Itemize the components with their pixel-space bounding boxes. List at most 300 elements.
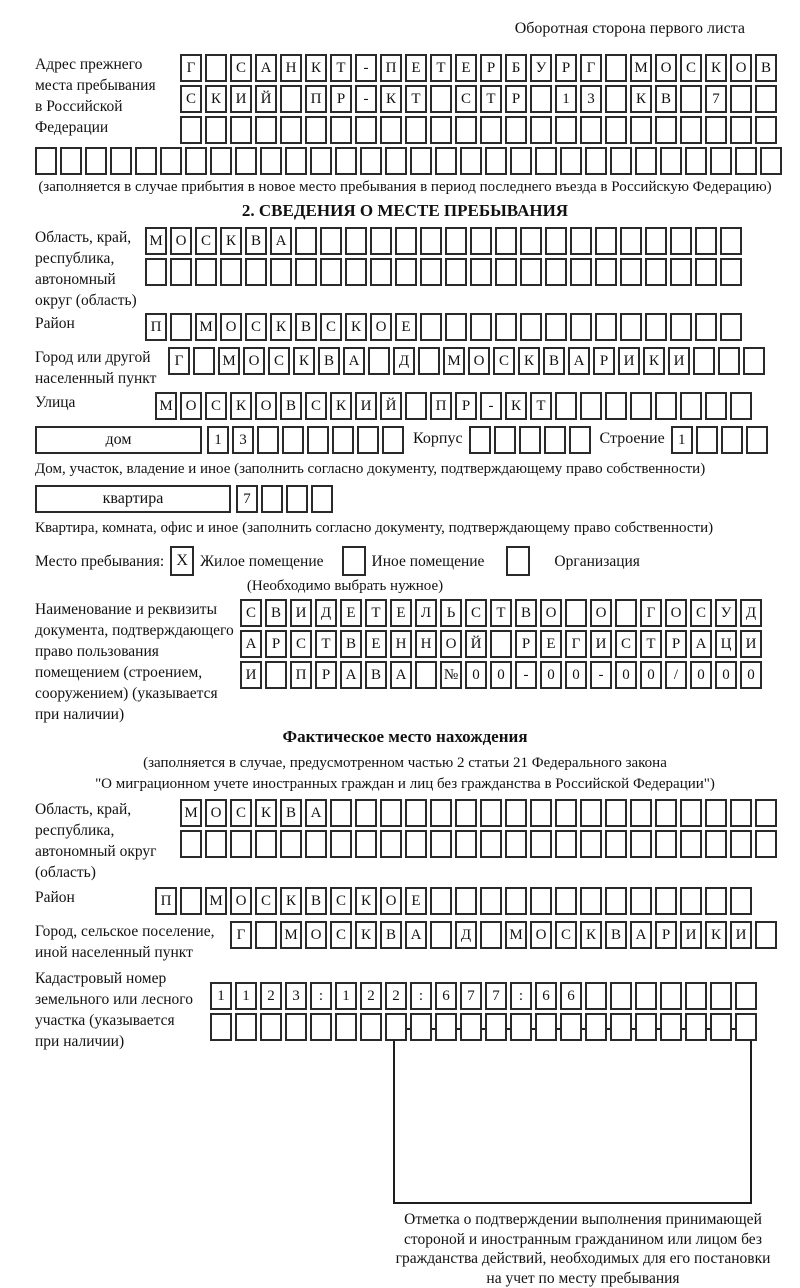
char-box[interactable] [145,258,167,286]
char-box[interactable] [320,227,342,255]
char-box[interactable] [555,799,577,827]
char-box[interactable] [721,426,743,454]
char-box[interactable] [205,54,227,82]
char-box[interactable] [620,313,642,341]
char-box[interactable] [560,1013,582,1041]
char-box[interactable]: Р [455,392,477,420]
char-box[interactable] [60,147,82,175]
char-box[interactable]: М [505,921,527,949]
char-box[interactable] [645,258,667,286]
char-box[interactable]: Е [455,54,477,82]
char-box[interactable] [470,313,492,341]
char-box[interactable] [445,313,467,341]
char-box[interactable] [660,1013,682,1041]
char-box[interactable]: Р [515,630,537,658]
char-box[interactable]: Й [380,392,402,420]
char-box[interactable] [505,799,527,827]
char-box[interactable]: У [715,599,737,627]
char-box[interactable] [655,392,677,420]
char-box[interactable] [415,661,437,689]
char-box[interactable] [695,258,717,286]
char-box[interactable]: С [205,392,227,420]
stay-type-checkbox-residential[interactable]: X [170,546,194,576]
char-box[interactable]: И [730,921,752,949]
char-box[interactable] [565,599,587,627]
char-box[interactable] [630,116,652,144]
char-box[interactable]: И [290,599,312,627]
char-box[interactable] [570,227,592,255]
char-box[interactable] [285,1013,307,1041]
char-box[interactable]: К [705,54,727,82]
char-box[interactable] [285,147,307,175]
char-box[interactable] [520,258,542,286]
char-box[interactable] [730,799,752,827]
char-box[interactable] [385,1013,407,1041]
char-box[interactable]: И [230,85,252,113]
char-box[interactable] [430,116,452,144]
char-box[interactable] [755,85,777,113]
char-box[interactable]: Д [740,599,762,627]
char-box[interactable] [555,116,577,144]
char-box[interactable] [519,426,541,454]
char-box[interactable]: В [280,799,302,827]
char-box[interactable] [185,147,207,175]
char-box[interactable]: А [255,54,277,82]
char-box[interactable] [435,147,457,175]
char-box[interactable] [680,392,702,420]
char-box[interactable] [570,313,592,341]
char-box[interactable]: Е [405,887,427,915]
char-box[interactable] [755,921,777,949]
char-box[interactable]: - [355,54,377,82]
char-box[interactable] [710,1013,732,1041]
char-box[interactable]: В [755,54,777,82]
char-box[interactable]: 0 [640,661,662,689]
char-box[interactable]: А [270,227,292,255]
char-box[interactable]: С [555,921,577,949]
char-box[interactable] [635,1013,657,1041]
char-box[interactable]: В [365,661,387,689]
char-box[interactable] [605,887,627,915]
char-box[interactable] [420,258,442,286]
char-box[interactable] [595,313,617,341]
char-box[interactable] [180,830,202,858]
char-box[interactable] [670,227,692,255]
char-box[interactable] [545,313,567,341]
char-box[interactable] [305,830,327,858]
char-box[interactable]: О [380,887,402,915]
char-box[interactable]: О [655,54,677,82]
char-box[interactable] [410,147,432,175]
char-box[interactable]: У [530,54,552,82]
char-box[interactable] [685,147,707,175]
char-box[interactable] [660,147,682,175]
char-box[interactable] [705,830,727,858]
char-box[interactable]: И [590,630,612,658]
char-box[interactable]: Г [230,921,252,949]
char-box[interactable] [418,347,440,375]
char-box[interactable] [355,799,377,827]
char-box[interactable]: О [665,599,687,627]
char-box[interactable] [360,147,382,175]
stay-type-checkbox-organization[interactable] [506,546,530,576]
char-box[interactable] [435,1013,457,1041]
char-box[interactable] [305,116,327,144]
char-box[interactable]: С [680,54,702,82]
char-box[interactable]: М [195,313,217,341]
char-box[interactable]: С [245,313,267,341]
char-box[interactable]: К [255,799,277,827]
char-box[interactable] [520,227,542,255]
char-box[interactable] [480,799,502,827]
char-box[interactable] [746,426,768,454]
char-box[interactable]: П [430,392,452,420]
char-box[interactable]: 0 [740,661,762,689]
char-box[interactable] [385,147,407,175]
char-box[interactable] [495,227,517,255]
char-box[interactable]: М [280,921,302,949]
char-box[interactable] [395,258,417,286]
char-box[interactable]: А [630,921,652,949]
char-box[interactable]: Г [580,54,602,82]
char-box[interactable]: : [410,982,432,1010]
char-box[interactable] [730,85,752,113]
char-box[interactable]: О [230,887,252,915]
char-box[interactable]: - [480,392,502,420]
char-box[interactable] [695,227,717,255]
apartment-type-box[interactable]: квартира [35,485,231,513]
char-box[interactable]: 6 [560,982,582,1010]
char-box[interactable]: 1 [207,426,229,454]
char-box[interactable]: Т [365,599,387,627]
char-box[interactable] [355,116,377,144]
char-box[interactable]: О [205,799,227,827]
char-box[interactable]: С [305,392,327,420]
char-box[interactable]: А [343,347,365,375]
char-box[interactable]: Д [455,921,477,949]
char-box[interactable]: О [243,347,265,375]
char-box[interactable] [520,313,542,341]
char-box[interactable] [620,258,642,286]
char-box[interactable]: В [340,630,362,658]
char-box[interactable]: О [530,921,552,949]
char-box[interactable]: В [318,347,340,375]
char-box[interactable]: 3 [285,982,307,1010]
char-box[interactable] [430,85,452,113]
char-box[interactable] [380,116,402,144]
char-box[interactable]: Р [593,347,615,375]
char-box[interactable] [630,830,652,858]
char-box[interactable]: С [290,630,312,658]
char-box[interactable] [295,227,317,255]
char-box[interactable] [595,258,617,286]
char-box[interactable]: К [380,85,402,113]
char-box[interactable]: Т [490,599,512,627]
char-box[interactable] [345,258,367,286]
char-box[interactable]: К [220,227,242,255]
char-box[interactable] [230,830,252,858]
char-box[interactable] [405,392,427,420]
char-box[interactable]: О [255,392,277,420]
char-box[interactable]: С [493,347,515,375]
char-box[interactable] [420,313,442,341]
char-box[interactable] [470,258,492,286]
char-box[interactable]: С [180,85,202,113]
char-box[interactable] [735,147,757,175]
char-box[interactable]: М [218,347,240,375]
char-box[interactable] [685,1013,707,1041]
char-box[interactable]: 0 [715,661,737,689]
char-box[interactable]: М [205,887,227,915]
char-box[interactable]: Р [330,85,352,113]
char-box[interactable]: Т [530,392,552,420]
char-box[interactable] [510,1013,532,1041]
char-box[interactable] [585,982,607,1010]
char-box[interactable]: В [295,313,317,341]
char-box[interactable] [335,1013,357,1041]
char-box[interactable] [490,630,512,658]
char-box[interactable] [505,887,527,915]
char-box[interactable]: П [290,661,312,689]
char-box[interactable] [445,258,467,286]
char-box[interactable] [580,799,602,827]
char-box[interactable] [760,147,782,175]
char-box[interactable] [455,116,477,144]
char-box[interactable]: 0 [490,661,512,689]
char-box[interactable] [630,887,652,915]
char-box[interactable]: В [245,227,267,255]
char-box[interactable] [670,258,692,286]
char-box[interactable] [605,85,627,113]
char-box[interactable]: Р [480,54,502,82]
char-box[interactable] [480,921,502,949]
char-box[interactable] [530,830,552,858]
char-box[interactable]: М [155,392,177,420]
char-box[interactable]: 2 [260,982,282,1010]
char-box[interactable] [755,116,777,144]
char-box[interactable] [655,887,677,915]
char-box[interactable] [680,799,702,827]
char-box[interactable] [380,830,402,858]
char-box[interactable]: С [240,599,262,627]
char-box[interactable]: К [355,921,377,949]
char-box[interactable]: О [590,599,612,627]
char-box[interactable] [311,485,333,513]
char-box[interactable] [455,830,477,858]
char-box[interactable]: Е [540,630,562,658]
char-box[interactable]: С [268,347,290,375]
char-box[interactable] [110,147,132,175]
char-box[interactable] [555,392,577,420]
char-box[interactable] [310,1013,332,1041]
char-box[interactable] [494,426,516,454]
char-box[interactable] [710,982,732,1010]
char-box[interactable] [480,887,502,915]
char-box[interactable] [220,258,242,286]
char-box[interactable] [170,313,192,341]
char-box[interactable] [235,147,257,175]
char-box[interactable] [270,258,292,286]
char-box[interactable] [205,830,227,858]
char-box[interactable] [735,982,757,1010]
char-box[interactable]: М [180,799,202,827]
char-box[interactable]: А [340,661,362,689]
char-box[interactable]: 1 [210,982,232,1010]
char-box[interactable]: П [305,85,327,113]
char-box[interactable]: Р [315,661,337,689]
char-box[interactable]: - [515,661,537,689]
char-box[interactable] [555,830,577,858]
char-box[interactable]: И [680,921,702,949]
char-box[interactable] [495,313,517,341]
char-box[interactable] [480,116,502,144]
char-box[interactable] [85,147,107,175]
char-box[interactable]: Т [430,54,452,82]
char-box[interactable]: М [443,347,465,375]
char-box[interactable] [570,258,592,286]
char-box[interactable] [135,147,157,175]
char-box[interactable] [255,116,277,144]
char-box[interactable] [530,887,552,915]
char-box[interactable]: Г [180,54,202,82]
char-box[interactable] [735,1013,757,1041]
char-box[interactable]: Н [415,630,437,658]
char-box[interactable] [510,147,532,175]
char-box[interactable] [545,258,567,286]
char-box[interactable] [330,830,352,858]
char-box[interactable] [257,426,279,454]
char-box[interactable]: 7 [460,982,482,1010]
char-box[interactable]: И [668,347,690,375]
char-box[interactable] [730,887,752,915]
char-box[interactable]: Т [640,630,662,658]
char-box[interactable] [705,392,727,420]
char-box[interactable]: О [540,599,562,627]
char-box[interactable] [595,227,617,255]
char-box[interactable]: Г [565,630,587,658]
char-box[interactable]: О [170,227,192,255]
char-box[interactable] [480,830,502,858]
char-box[interactable] [705,799,727,827]
char-box[interactable]: П [380,54,402,82]
char-box[interactable] [307,426,329,454]
char-box[interactable]: А [240,630,262,658]
char-box[interactable] [210,147,232,175]
char-box[interactable] [605,799,627,827]
char-box[interactable] [505,830,527,858]
char-box[interactable]: С [330,887,352,915]
char-box[interactable] [660,982,682,1010]
char-box[interactable] [430,921,452,949]
char-box[interactable] [610,982,632,1010]
char-box[interactable] [245,258,267,286]
char-box[interactable] [544,426,566,454]
char-box[interactable]: В [280,392,302,420]
char-box[interactable] [282,426,304,454]
char-box[interactable] [357,426,379,454]
char-box[interactable]: И [740,630,762,658]
char-box[interactable]: А [390,661,412,689]
char-box[interactable]: К [205,85,227,113]
char-box[interactable] [430,799,452,827]
char-box[interactable]: К [705,921,727,949]
char-box[interactable] [585,1013,607,1041]
char-box[interactable] [320,258,342,286]
char-box[interactable] [710,147,732,175]
char-box[interactable]: А [690,630,712,658]
char-box[interactable] [170,258,192,286]
char-box[interactable]: 0 [690,661,712,689]
char-box[interactable]: 7 [236,485,258,513]
char-box[interactable]: С [195,227,217,255]
char-box[interactable]: Ц [715,630,737,658]
char-box[interactable] [230,116,252,144]
char-box[interactable]: С [690,599,712,627]
char-box[interactable] [670,313,692,341]
char-box[interactable]: 0 [540,661,562,689]
char-box[interactable] [630,799,652,827]
char-box[interactable] [460,147,482,175]
char-box[interactable]: Р [655,921,677,949]
char-box[interactable] [605,830,627,858]
char-box[interactable] [485,147,507,175]
char-box[interactable]: В [605,921,627,949]
char-box[interactable] [580,830,602,858]
char-box[interactable]: Ь [440,599,462,627]
char-box[interactable]: П [145,313,167,341]
char-box[interactable] [560,147,582,175]
char-box[interactable] [420,227,442,255]
char-box[interactable] [395,227,417,255]
stay-type-checkbox-other[interactable] [342,546,366,576]
char-box[interactable] [580,116,602,144]
char-box[interactable] [693,347,715,375]
char-box[interactable] [382,426,404,454]
char-box[interactable]: О [305,921,327,949]
char-box[interactable]: - [590,661,612,689]
char-box[interactable] [195,258,217,286]
char-box[interactable]: 0 [565,661,587,689]
char-box[interactable]: - [355,85,377,113]
char-box[interactable]: К [580,921,602,949]
char-box[interactable]: 3 [580,85,602,113]
char-box[interactable]: В [380,921,402,949]
char-box[interactable]: И [618,347,640,375]
char-box[interactable] [255,921,277,949]
char-box[interactable] [530,799,552,827]
char-box[interactable]: Н [280,54,302,82]
char-box[interactable] [695,313,717,341]
char-box[interactable] [410,1013,432,1041]
char-box[interactable] [355,830,377,858]
char-box[interactable] [680,830,702,858]
char-box[interactable] [755,799,777,827]
char-box[interactable] [260,1013,282,1041]
char-box[interactable] [495,258,517,286]
char-box[interactable]: 1 [671,426,693,454]
char-box[interactable]: Р [265,630,287,658]
char-box[interactable] [485,1013,507,1041]
house-type-box[interactable]: дом [35,426,202,454]
char-box[interactable] [445,227,467,255]
char-box[interactable]: В [543,347,565,375]
char-box[interactable]: К [293,347,315,375]
char-box[interactable]: О [730,54,752,82]
char-box[interactable] [645,227,667,255]
char-box[interactable] [280,830,302,858]
char-box[interactable] [405,116,427,144]
char-box[interactable]: К [630,85,652,113]
